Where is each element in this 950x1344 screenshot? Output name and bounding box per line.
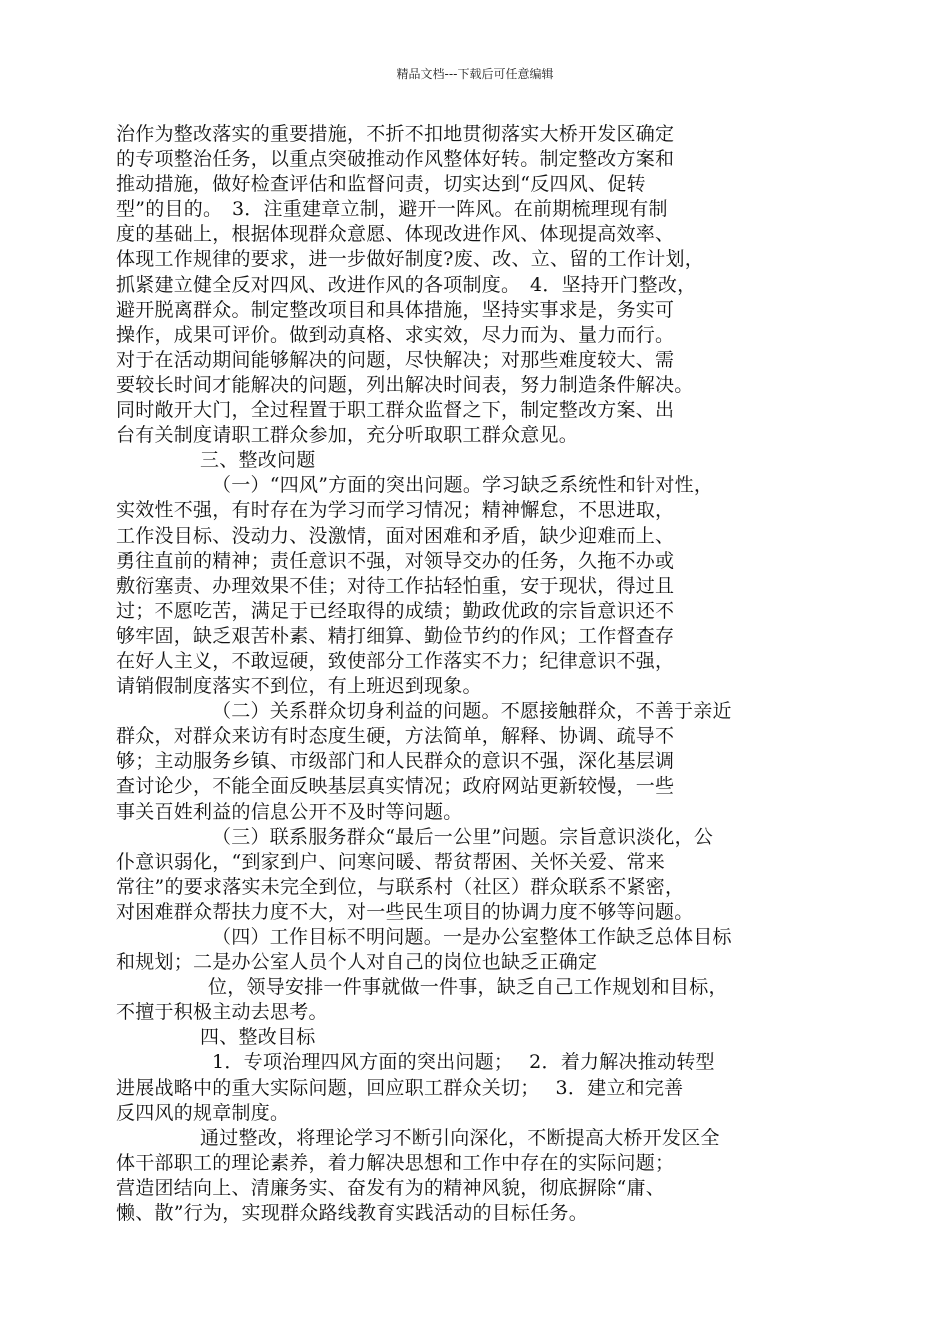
body-line: 过；不愿吃苦，满足于已经取得的成绩；勤政优政的宗旨意识还不 <box>116 599 675 622</box>
body-line: 的专项整治任务，以重点突破推动作风整体好转。制定整改方案和 <box>116 148 675 171</box>
body-line: 和规划；二是办公室人员个人对自己的岗位也缺乏正确定 <box>116 951 598 974</box>
body-line: 同时敞开大门，全过程置于职工群众监督之下，制定整改方案、出 <box>116 399 675 422</box>
body-line: 要较长时间才能解决的问题，列出解决时间表，努力制造条件解决。 <box>116 373 694 396</box>
body-line: 型”的目的。 3．注重建章立制，避开一阵风。在前期梳理现有制 <box>116 198 668 221</box>
body-line: 懒、散”行为，实现群众路线教育实践活动的目标任务。 <box>116 1202 588 1225</box>
body-line: 操作，成果可评价。做到动真格、求实效，尽力而为、量力而行。 <box>116 323 675 346</box>
body-line: 敷衍塞责、办理效果不佳；对待工作拈轻怕重，安于现状，得过且 <box>116 574 675 597</box>
document-body <box>116 122 816 1226</box>
body-line: 不擅于积极主动去思考。 <box>116 1001 328 1024</box>
body-line: 位，领导安排一件事就做一件事，缺乏自己工作规划和目标， <box>208 976 728 999</box>
body-line: 抓紧建立健全反对四风、改进作风的各项制度。 4．坚持开门整改， <box>116 273 697 296</box>
section-heading-4: 四、整改目标 <box>200 1026 316 1049</box>
body-line: （四）工作目标不明问题。一是办公室整体工作缺乏总体目标 <box>212 926 732 948</box>
body-line: 在好人主义，不敢逗硬，致使部分工作落实不力；纪律意识不强， <box>116 649 675 672</box>
page-header: 精品文档---下载后可任意编辑 <box>396 67 554 81</box>
body-line: 避开脱离群众。制定整改项目和具体措施，坚持实事求是，务实可 <box>116 298 675 321</box>
body-line: 推动措施，做好检查评估和监督问责，切实达到“反四风、促转 <box>116 173 646 196</box>
body-line: 实效性不强，有时存在为学习而学习情况；精神懈怠，不思进取， <box>116 499 675 522</box>
body-line: 工作没目标、没动力、没激情，面对困难和矛盾，缺少迎难而上、 <box>116 524 675 547</box>
body-line: 营造团结向上、清廉务实、奋发有为的精神风貌，彻底摒除“庸、 <box>116 1176 665 1199</box>
body-line: 对于在活动期间能够解决的问题，尽快解决；对那些难度较大、需 <box>116 348 675 371</box>
body-line: 事关百姓利益的信息公开不及时等问题。 <box>116 800 463 823</box>
section-heading-3: 三、整改问题 <box>200 449 316 472</box>
body-line: 治作为整改落实的重要措施，不折不扣地贯彻落实大桥开发区确定 <box>116 123 675 145</box>
body-line: 1．专项治理四风方面的突出问题； 2．着力解决推动转型 <box>212 1051 715 1074</box>
body-line: 对困难群众帮扶力度不大，对一些民生项目的协调力度不够等问题。 <box>116 900 694 923</box>
body-line: （二）关系群众切身利益的问题。不愿接触群众，不善于亲近 <box>212 700 732 723</box>
body-line: 群众，对群众来访有时态度生硬，方法简单，解释、协调、疏导不 <box>116 725 675 748</box>
body-line: 够牢固，缺乏艰苦朴素、精打细算、勤俭节约的作风；工作督查存 <box>116 624 675 647</box>
body-line: 常往”的要求落实未完全到位，与联系村（社区）群众联系不紧密， <box>116 875 685 898</box>
body-line: 仆意识弱化，“到家到户、问寒问暖、帮贫帮困、关怀关爱、常来 <box>116 850 665 873</box>
body-line: 通过整改，将理论学习不断引向深化，不断提高大桥开发区全 <box>200 1126 720 1149</box>
body-line: 进展战略中的重大实际问题，回应职工群众关切； 3．建立和完善 <box>116 1076 684 1099</box>
body-line: （三）联系服务群众“最后一公里”问题。宗旨意识淡化，公 <box>212 825 714 848</box>
body-line: 反四风的规章制度。 <box>116 1101 290 1124</box>
body-line: 度的基础上，根据体现群众意愿、体现改进作风、体现提高效率、 <box>116 223 675 246</box>
body-line: 体干部职工的理论素养，着力解决思想和工作中存在的实际问题； <box>116 1151 675 1174</box>
body-line: 够；主动服务乡镇、市级部门和人民群众的意识不强，深化基层调 <box>116 750 675 773</box>
body-line: 体现工作规律的要求，进一步做好制度?废、改、立、留的工作计划， <box>116 248 704 271</box>
body-line: 台有关制度请职工群众参加，充分听取职工群众意见。 <box>116 424 579 447</box>
body-line: 查讨论少，不能全面反映基层真实情况；政府网站更新较慢，一些 <box>116 775 675 798</box>
body-line: （一）“四风”方面的突出问题。学习缺乏系统性和针对性， <box>212 474 714 497</box>
body-line: 请销假制度落实不到位，有上班迟到现象。 <box>116 675 482 698</box>
body-line: 勇往直前的精神；责任意识不强，对领导交办的任务，久拖不办或 <box>116 549 675 572</box>
